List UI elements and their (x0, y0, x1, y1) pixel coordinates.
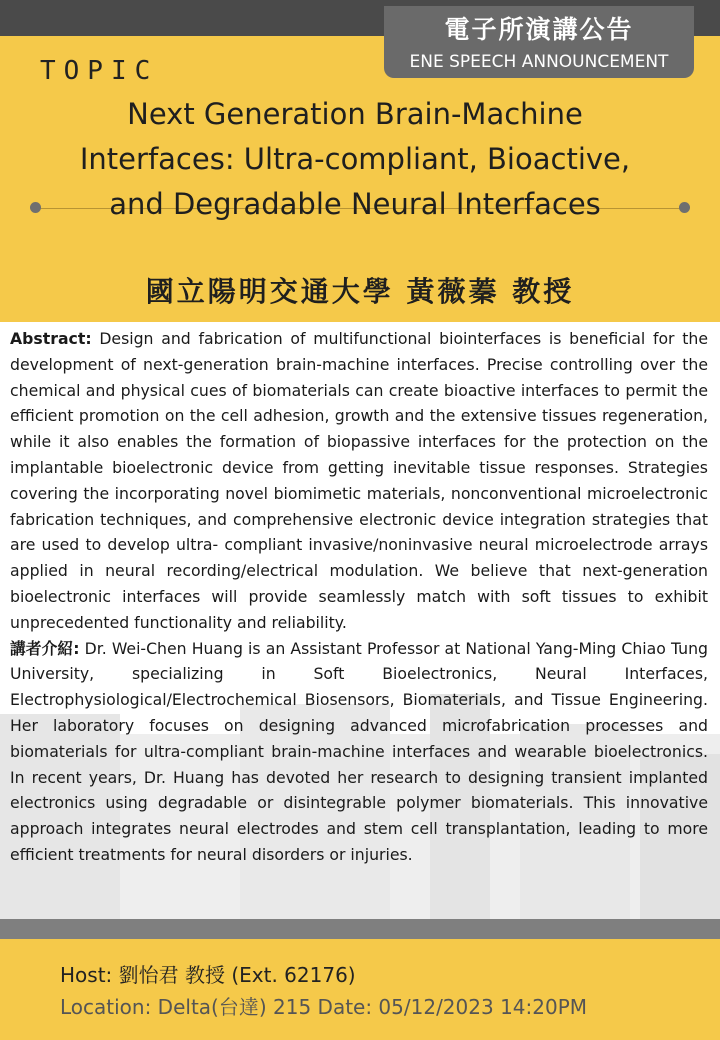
host-line: Host: 劉怡君 教授 (Ext. 62176) (60, 963, 356, 987)
bio-text: Dr. Wei-Chen Huang is an Assistant Professor at National Yang-Ming Chiao Tung University, specializing in Soft Bioelectronics, Neural Interfaces, Electrophysiological/Electrochemical Biosensors, Biomaterials, and Tissue Engineering. Her laboratory focuses on designing advanced microfabrication processes and biomaterials for ultra-compliant brain-machine interfaces and wearable bioelectronics. In recent years, Dr. Huang has devoted her research to designing transient implanted electronics using degradable or disintegrable polymer biomaterials. This innovative approach integrates neural electrodes and stem cell transplantation, leading to more efficient treatments for neural disorders or injuries. (10, 638, 708, 864)
footer-divider-strip (0, 919, 720, 939)
divider-dot-right (679, 202, 690, 213)
abstract-text: Design and fabrication of multifunctional biointerfaces is beneficial for the development of next-generation brain-machine interfaces. Precise controlling over the chemical and physical cues of biomaterials can create bioactive interfaces to permit the efficient promotion on the cell adhesion, growth and the extensive tissues regeneration, while it also enables the formation of biopassive interfaces for the protection on the implantable bioelectronic device from getting inevitable tissue responses. Strategies covering the incorporating novel biomimetic materials, nonconventional microelectronic fabrication techniques, and comprehensive electronic device integration strategies that are used to develop ultra- compliant invasive/noninvasive neural microelectrode arrays applied in neural recording/electrical modulation. We believe that next-generation bioelectronic interfaces will provide seamlessly match with soft tissues to exhibit unprecedented functionality and reliability. (10, 329, 708, 632)
topic-label: TOPIC (40, 56, 159, 86)
divider-dot-left (30, 202, 41, 213)
body-text (10, 326, 708, 868)
location-date-line: Location: Delta(台達) 215 Date: 05/12/2023 14:20PM (60, 995, 588, 1019)
speaker-line: 國立陽明交通大學 黃薇蓁 教授 (145, 275, 575, 308)
bio-label: 講者介紹: (10, 638, 80, 658)
content-panel (0, 322, 720, 919)
badge-title-en: ENE SPEECH ANNOUNCEMENT (409, 52, 669, 72)
badge-title-zh: 電子所演講公告 (444, 15, 634, 44)
header-panel (0, 0, 720, 322)
footer-panel (0, 939, 720, 1040)
talk-title: Next Generation Brain-Machine Interfaces: Ultra-compliant, Bioactive, and Degradable Neural Interfaces (79, 97, 631, 221)
abstract-label: Abstract: (10, 329, 92, 348)
announcement-badge (384, 6, 694, 78)
